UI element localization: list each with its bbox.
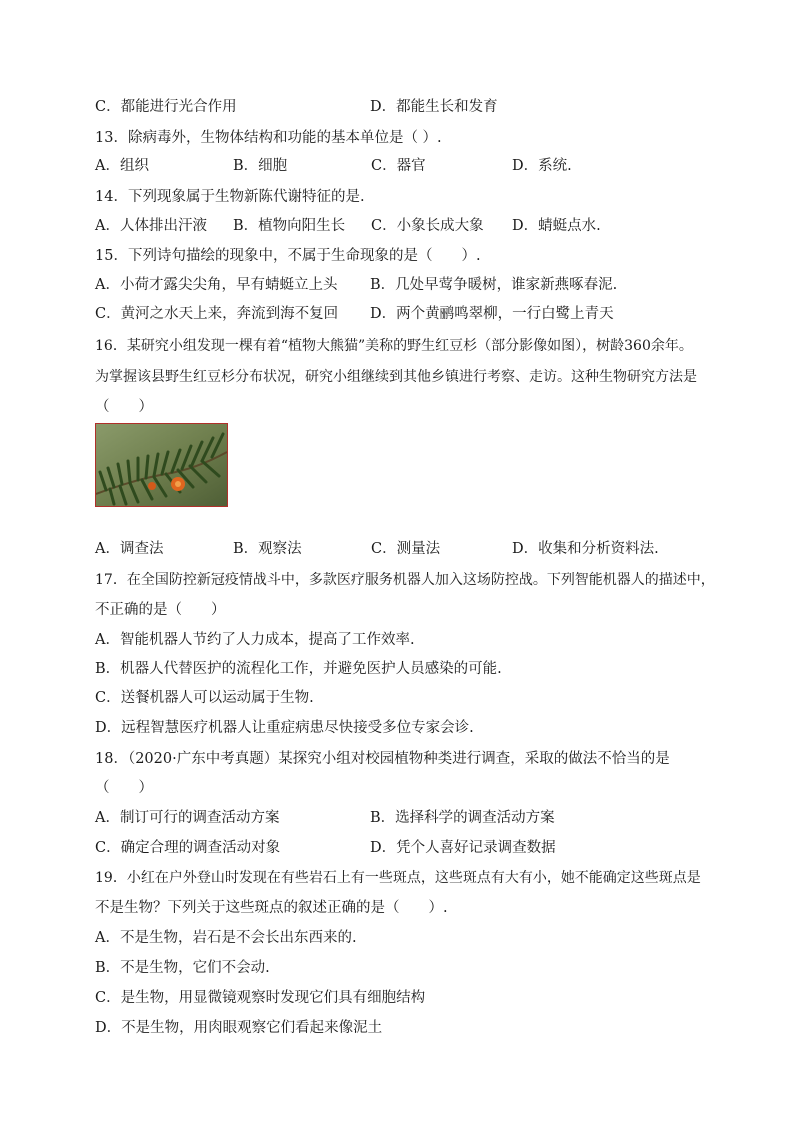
q13-stem: 13．除病毒外，生物体结构和功能的基本单位是（ ）. (95, 130, 442, 146)
q14-option-d: D．蜻蜓点水. (512, 218, 601, 234)
q13-option-a: A．组织 (95, 158, 149, 174)
q16-option-a: A．调查法 (95, 541, 164, 557)
q12-option-d: D．都能生长和发育 (370, 99, 498, 115)
q19-option-d: D．不是生物，用肉眼观察它们看起来像泥土 (95, 1020, 383, 1036)
q13-option-d: D．系统. (512, 158, 572, 174)
q12-option-c: C．都能进行光合作用 (95, 99, 237, 115)
q16-option-c: C．测量法 (371, 541, 441, 557)
q17-option-c: C．送餐机器人可以运动属于生物. (95, 690, 314, 706)
q14-option-a: A．人体排出汗液 (95, 218, 207, 234)
q18-stem: 18．（2020·广东中考真题）某探究小组对校园植物种类进行调查，采取的做法不恰当的是 (95, 751, 670, 767)
q16-stem-line1: 16．某研究小组发现一棵有着“植物大熊猫”美称的野生红豆杉（部分影像如图），树龄360余年。 (95, 338, 693, 354)
q13-option-c: C．器官 (371, 158, 426, 174)
q19-option-c: C．是生物，用显微镜观察时发现它们具有细胞结构 (95, 990, 426, 1006)
q19-option-b: B．不是生物，它们不会动. (95, 960, 270, 976)
q19-stem-line2: 不是生物？下列关于这些斑点的叙述正确的是（ ）. (95, 900, 448, 916)
q18-option-b: B．选择科学的调查活动方案 (370, 810, 555, 826)
yew-branch-photo (95, 423, 228, 507)
q17-option-b: B．机器人代替医护的流程化工作，并避免医护人员感染的可能. (95, 661, 502, 677)
q15-option-c: C．黄河之水天上来，奔流到海不复回 (95, 306, 339, 322)
q17-stem-line2: 不正确的是（ ） (95, 602, 226, 618)
q18-option-a: A．制订可行的调查活动方案 (95, 810, 280, 826)
yew-branch-icon (96, 424, 227, 506)
q15-stem: 15．下列诗句描绘的现象中，不属于生命现象的是（ ）. (95, 248, 481, 264)
q15-option-b: B．几处早莺争暖树，谁家新燕啄春泥. (370, 277, 618, 293)
q16-stem-line2: 为掌握该县野生红豆杉分布状况，研究小组继续到其他乡镇进行考察、走访。这种生物研究方法是 (95, 369, 697, 385)
q14-option-b: B．植物向阳生长 (233, 218, 346, 234)
q16-answer-paren: （ ） (95, 399, 153, 415)
q18-option-d: D．凭个人喜好记录调查数据 (370, 840, 556, 856)
q15-option-a: A．小荷才露尖尖角，早有蜻蜓立上头 (95, 277, 338, 293)
q18-option-c: C．确定合理的调查活动对象 (95, 840, 281, 856)
q16-option-b: B．观察法 (233, 541, 302, 557)
q13-option-b: B．细胞 (233, 158, 288, 174)
q18-answer-paren: （ ） (95, 780, 153, 796)
q17-option-d: D．远程智慧医疗机器人让重症病患尽快接受多位专家会诊. (95, 720, 474, 736)
q15-option-d: D．两个黄鹂鸣翠柳，一行白鹭上青天 (370, 306, 614, 322)
q17-stem-line1: 17．在全国防控新冠疫情战斗中，多款医疗服务机器人加入这场防控战。下列智能机器人的描述中， (95, 572, 715, 588)
q19-option-a: A．不是生物，岩石是不会长出东西来的. (95, 930, 357, 946)
q17-option-a: A．智能机器人节约了人力成本，提高了工作效率. (95, 632, 415, 648)
q14-option-c: C．小象长成大象 (371, 218, 484, 234)
q14-stem: 14．下列现象属于生物新陈代谢特征的是. (95, 189, 365, 205)
q19-stem-line1: 19．小红在户外登山时发现在有些岩石上有一些斑点，这些斑点有大有小，她不能确定这些斑点是 (95, 870, 701, 886)
q16-option-d: D．收集和分析资料法. (512, 541, 659, 557)
